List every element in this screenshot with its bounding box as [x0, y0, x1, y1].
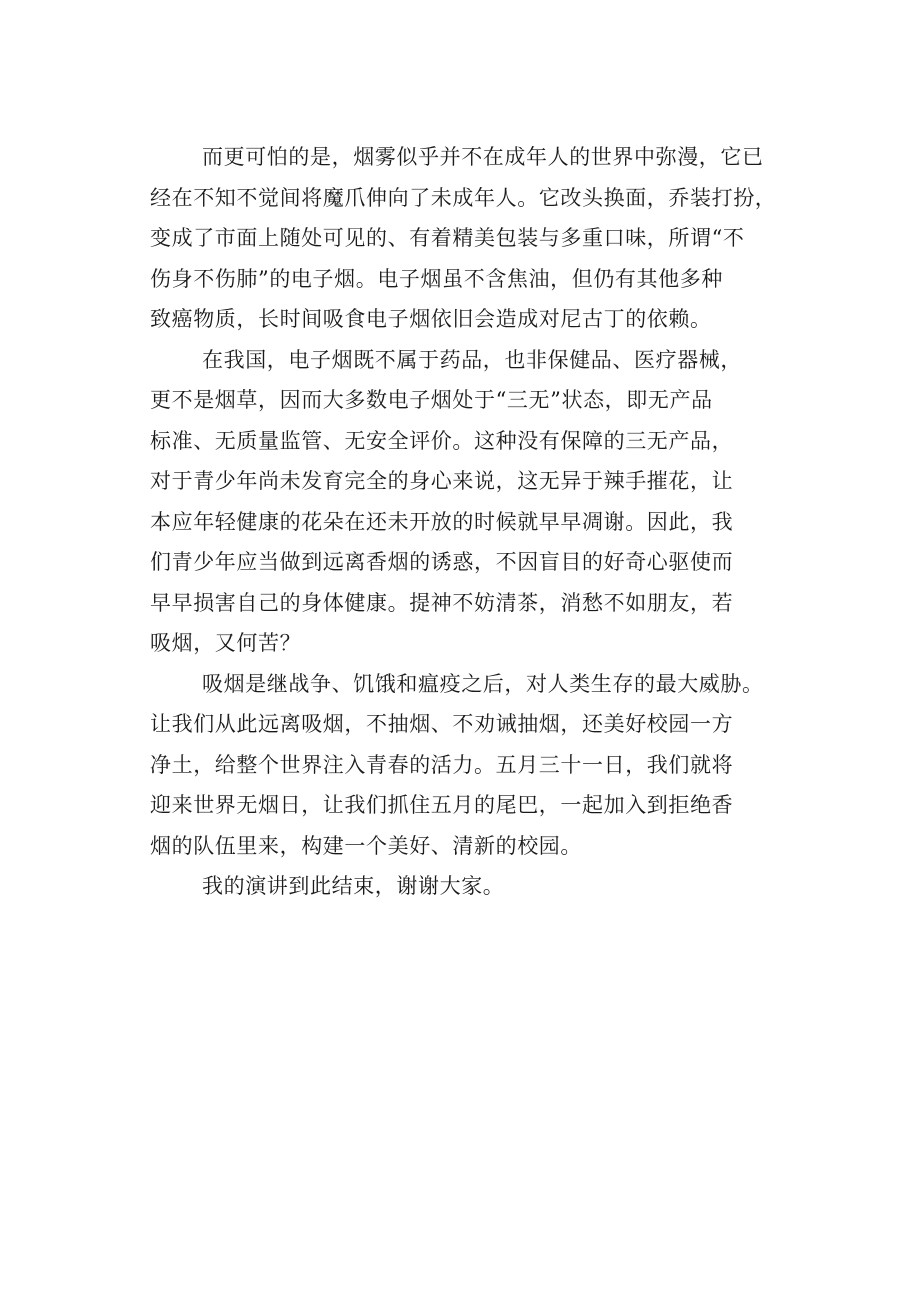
- paragraph-line: 伤身不伤肺”的电子烟。电子烟虽不含焦油，但仍有其他多种: [150, 266, 723, 291]
- paragraph-2: [150, 340, 810, 664]
- paragraph-4: [150, 866, 810, 907]
- paragraph-line: 烟的队伍里来，构建一个美好、清新的校园。: [150, 833, 582, 858]
- paragraph-line: 们青少年应当做到远离香烟的诱惑，不因盲目的好奇心驱使而: [150, 550, 734, 574]
- paragraph-line: 变成了市面上随处可见的、有着精美包装与多重口味，所谓“不: [150, 226, 745, 250]
- paragraph-line: 迎来世界无烟日，让我们抓住五月的尾巴，一起加入到拒绝香: [150, 793, 734, 817]
- paragraph-line: 在我国，电子烟既不属于药品，也非保健品、医疗器械，: [202, 347, 742, 372]
- paragraph-line: 对于青少年尚未发育完全的身心来说，这无异于辣手摧花，让: [150, 469, 734, 493]
- closing-line: 我的演讲到此结束，谢谢大家。: [202, 874, 505, 898]
- paragraph-line: 本应年轻健康的花朵在还未开放的时候就早早凋谢。因此，我: [150, 509, 734, 534]
- paragraph-line: 吸烟，又何苦？: [150, 631, 302, 655]
- paragraph-line: 经在不知不觉间将魔爪伸向了未成年人。它改头换面，乔装打扮，: [150, 185, 777, 210]
- paragraph-line: 致癌物质，长时间吸食电子烟依旧会造成对尼古丁的依赖。: [150, 307, 712, 331]
- paragraph-line: 早早损害自己的身体健康。提神不妨清茶，消愁不如朋友，若: [150, 590, 734, 615]
- paragraph-line: 标准、无质量监管、无安全评价。这种没有保障的三无产品，: [150, 428, 734, 453]
- paragraph-line: 而更可怕的是，烟雾似乎并不在成年人的世界中弥漫，它已: [202, 145, 764, 169]
- paragraph-line: 净土，给整个世界注入青春的活力。五月三十一日，我们就将: [150, 752, 734, 777]
- paragraph-1: [150, 137, 810, 340]
- paragraph-line: 吸烟是继战争、饥饿和瘟疫之后，对人类生存的最大威胁。: [202, 671, 764, 696]
- paragraph-line: 让我们从此远离吸烟，不抽烟、不劝诫抽烟，还美好校园一方: [150, 712, 734, 736]
- paragraph-line: 更不是烟草，因而大多数电子烟处于“三无”状态，即无产品: [150, 388, 713, 412]
- paragraph-3: [150, 664, 810, 867]
- speech-body: [150, 137, 810, 907]
